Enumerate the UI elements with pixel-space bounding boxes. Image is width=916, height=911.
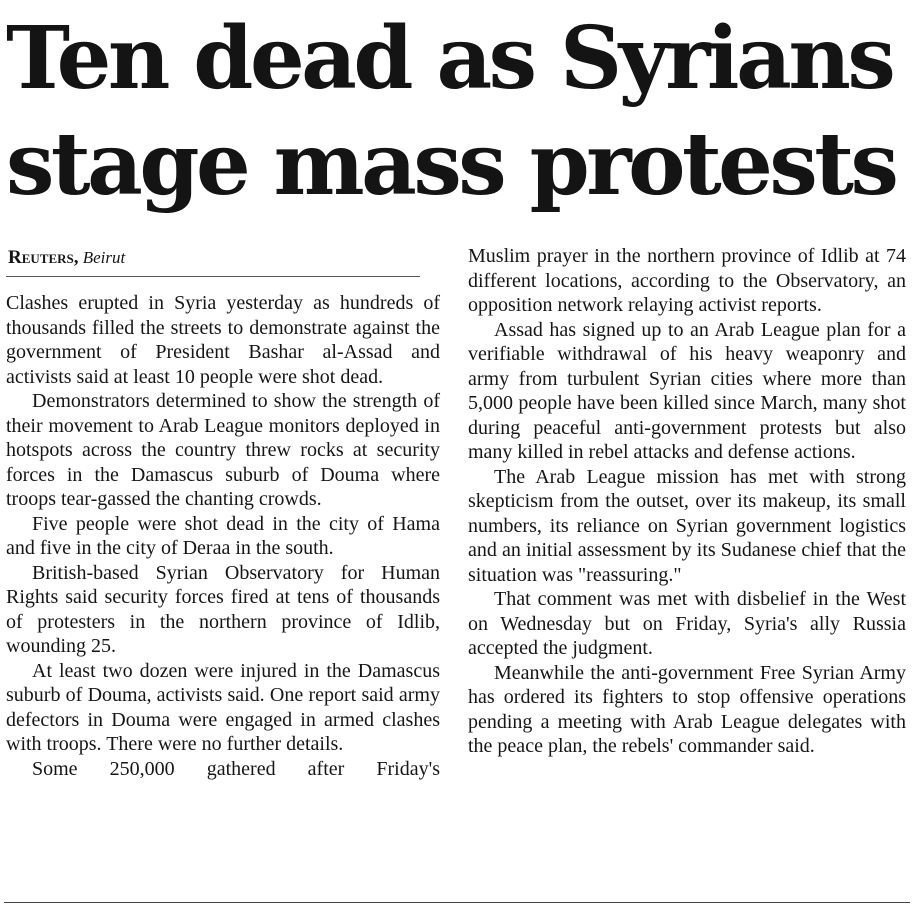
paragraph: Clashes erupted in Syria yesterday as hundreds of thousands filled the streets to demonstrate against the government of President Bashar al-Assad and activists said at least 10 people were shot dead. — [6, 292, 440, 388]
article-column-1 — [6, 291, 440, 781]
paragraph: At least two dozen were injured in the Damascus suburb of Douma, activists said. One report said army defectors in Douma were engaged in armed clashes with troops. There were no further details. — [6, 659, 440, 755]
paragraph: Muslim prayer in the northern province of Idlib at 74 different locations, according to the Observatory, an opposition network relaying activist reports. — [468, 245, 906, 316]
article-column-2 — [468, 244, 906, 759]
byline-divider — [6, 276, 420, 277]
headline — [6, 6, 906, 218]
paragraph: Assad has signed up to an Arab League plan for a verifiable withdrawal of his heavy weaponry and army from turbulent Syrian cities where more than 5,000 people have been killed since March, many shot during peaceful anti-government protests but also many killed in rebel attacks and defense actions. — [468, 318, 906, 463]
paragraph: The Arab League mission has met with strong skepticism from the outset, over its makeup, its small numbers, its reliance on Syrian government logistics and an initial assessment by its Sudanese chief that the situation was "reassuring." — [468, 465, 906, 586]
paragraph: Five people were shot dead in the city of Hama and five in the city of Deraa in the south. — [6, 512, 440, 559]
paragraph: Some 250,000 gathered after Friday's — [32, 757, 440, 780]
headline-line-2: stage mass protests — [6, 114, 896, 215]
byline-place: Beirut — [82, 248, 126, 267]
paragraph: Demonstrators determined to show the strength of their movement to Arab League monitors deployed in hotspots across the country threw rocks at security forces in the Damascus suburb of Douma where troops tear-gassed the chanting crowds. — [6, 390, 440, 510]
byline-agency: Reuters, — [8, 247, 79, 268]
paragraph: Meanwhile the anti-government Free Syrian Army has ordered its fighters to stop offensive operations pending a meeting with Arab League delegates with the peace plan, the rebels' commander said. — [468, 661, 906, 757]
byline — [8, 248, 125, 268]
paragraph: British-based Syrian Observatory for Human Rights said security forces fired at tens of thousands of protesters in the northern province of Idlib, wounding 25. — [6, 561, 440, 657]
bottom-divider — [4, 902, 910, 903]
paragraph: That comment was met with disbelief in the West on Wednesday but on Friday, Syria's ally Russia accepted the judgment. — [468, 588, 906, 659]
headline-line-1: Ten dead as Syrians — [6, 8, 893, 109]
